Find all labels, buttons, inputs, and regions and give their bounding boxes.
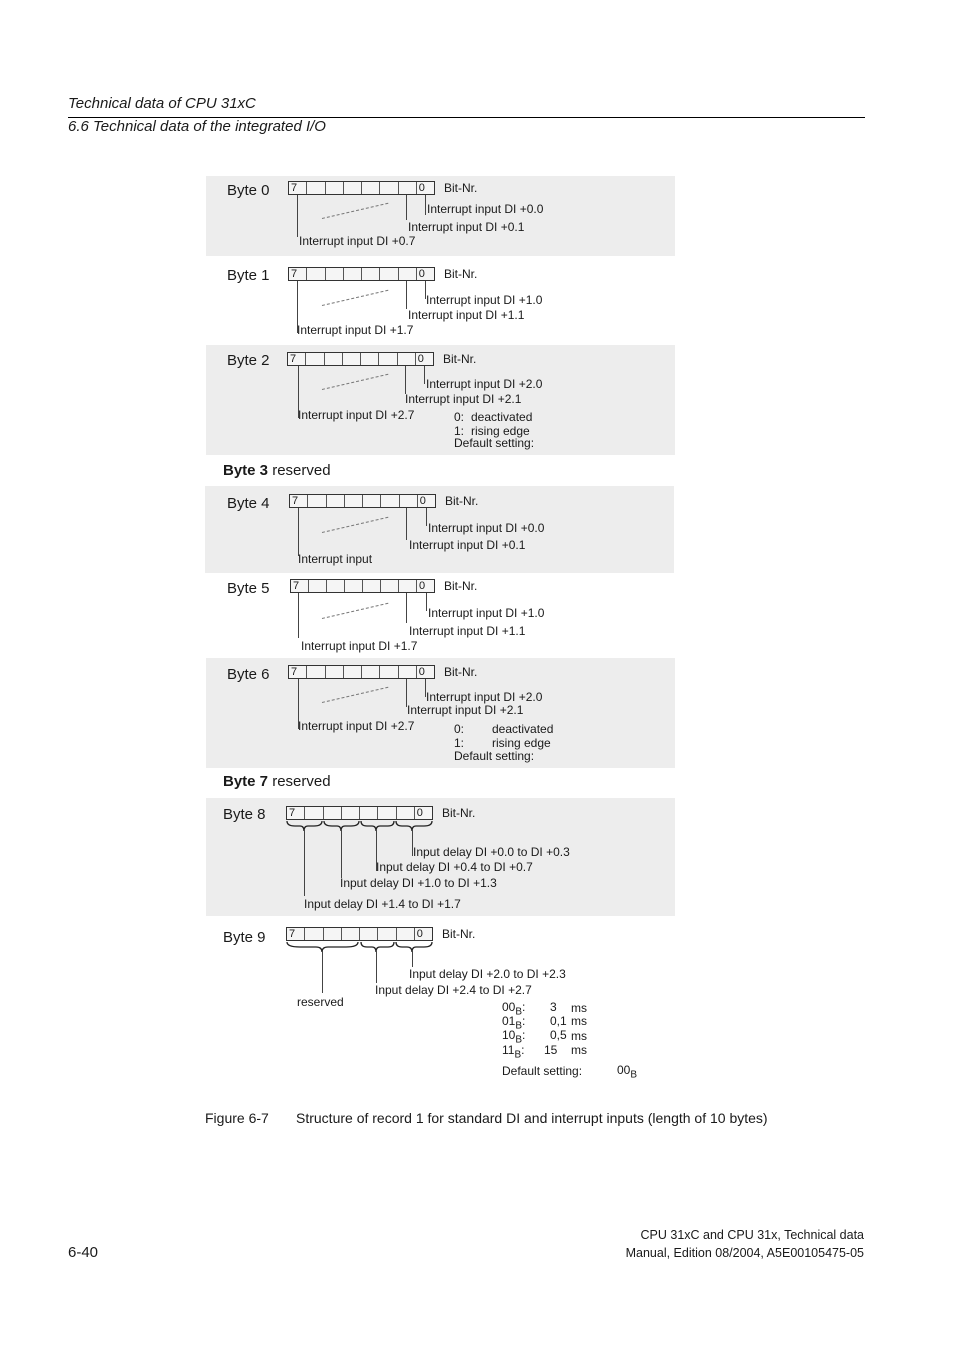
byte6-opt1-text: rising edge: [492, 736, 551, 750]
byte6-l2: Interrupt input DI +2.1: [407, 703, 524, 717]
byte9-label: Byte 9: [223, 929, 266, 946]
byte4-l3: Interrupt input: [298, 552, 373, 566]
byte9-register: 7 0: [286, 927, 433, 941]
byte6-opt0: 0:: [454, 722, 465, 736]
byte5-l1: Interrupt input DI +1.0: [428, 606, 545, 620]
byte2-opt1-text: rising edge: [471, 424, 530, 438]
byte9-opt3-code: $11_B$:: [502, 1043, 525, 1061]
byte2-l3: Interrupt input DI +2.7: [298, 408, 415, 422]
byte5-bitnr: Bit-Nr.: [444, 579, 478, 593]
byte8-register: 7 0: [286, 806, 433, 820]
byte6-register: 7 0: [288, 665, 435, 679]
byte4-l1: Interrupt input DI +0.0: [428, 521, 545, 535]
byte8-label: Byte 8: [223, 806, 266, 823]
footer-line2: Manual, Edition 08/2004, A5E00105475-05: [625, 1246, 864, 1260]
byte4-bitnr: Bit-Nr.: [445, 494, 479, 508]
byte0-label: Byte 0: [227, 182, 270, 199]
byte3-reserved: Byte 3 reserved: [223, 462, 331, 479]
byte5-label: Byte 5: [227, 580, 270, 597]
byte9-bitnr: Bit-Nr.: [442, 927, 476, 941]
byte2-opt0: 0:: [454, 410, 465, 424]
byte7-reserved: Byte 7 reserved: [223, 773, 331, 790]
footer-line1: CPU 31xC and CPU 31x, Technical data: [640, 1228, 864, 1242]
byte9-opt0-val: 3: [550, 1000, 557, 1014]
header-title: Technical data of CPU 31xC: [68, 95, 256, 112]
byte5-l2: Interrupt input DI +1.1: [409, 624, 526, 638]
byte1-l1: Interrupt input DI +1.0: [426, 293, 543, 307]
byte9-default-value: $00_B$: [617, 1063, 638, 1081]
byte9-opt0-code: $00_B$:: [502, 1000, 526, 1018]
byte0-bitnr: Bit-Nr.: [444, 181, 478, 195]
byte0-l3: Interrupt input DI +0.7: [299, 234, 416, 248]
byte6-label: Byte 6: [227, 666, 270, 683]
byte5-l3: Interrupt input DI +1.7: [301, 639, 418, 653]
byte2-register: 7 0: [287, 352, 434, 366]
figure-caption: Structure of record 1 for standard DI and interrupt inputs (length of 10 bytes): [296, 1110, 768, 1126]
byte2-label: Byte 2: [227, 352, 270, 369]
byte9-l1: Input delay DI +2.0 to DI +2.3: [409, 967, 566, 981]
page-number: 6-40: [68, 1244, 99, 1261]
byte6-opt0-text: deactivated: [492, 722, 554, 736]
byte1-l2: Interrupt input DI +1.1: [408, 308, 525, 322]
byte6-l3: Interrupt input DI +2.7: [298, 719, 415, 733]
byte9-opt1-code: $01_B$:: [502, 1014, 526, 1032]
byte2-default: Default setting:: [454, 436, 535, 450]
byte2-bitnr: Bit-Nr.: [443, 352, 477, 366]
byte9-opt3-val: 15: [544, 1043, 558, 1057]
byte4-l2: Interrupt input DI +0.1: [409, 538, 526, 552]
byte1-register: 7 0: [288, 267, 435, 281]
byte8-l1: Input delay DI +0.0 to DI +0.3: [413, 845, 570, 859]
byte0-l2: Interrupt input DI +0.1: [408, 220, 525, 234]
byte9-opt3-unit: ms: [571, 1043, 587, 1057]
byte1-l3: Interrupt input DI +1.7: [297, 323, 414, 337]
byte9-opt2-val: 0,5: [550, 1028, 567, 1042]
byte1-label: Byte 1: [227, 267, 270, 284]
byte9-default: Default setting:: [502, 1064, 583, 1078]
byte8-l2: Input delay DI +0.4 to DI +0.7: [376, 860, 533, 874]
byte2-l1: Interrupt input DI +2.0: [426, 377, 543, 391]
byte9-opt0-unit: ms: [571, 1001, 587, 1015]
byte9-opt2-code: $10_B$:: [502, 1028, 526, 1046]
byte8-l3: Input delay DI +1.0 to DI +1.3: [340, 876, 497, 890]
figure-number: Figure 6-7: [205, 1110, 269, 1126]
byte6-l1: Interrupt input DI +2.0: [426, 690, 543, 704]
byte2-l2: Interrupt input DI +2.1: [405, 392, 522, 406]
byte9-l2: Input delay DI +2.4 to DI +2.7: [375, 983, 532, 997]
byte6-default: Default setting:: [454, 749, 535, 763]
byte4-label: Byte 4: [227, 495, 270, 512]
byte5-register: 7 0: [290, 579, 435, 593]
byte9-opt1-val: 0,1: [550, 1014, 567, 1028]
byte0-panel: [206, 176, 675, 256]
byte0-l1: Interrupt input DI +0.0: [427, 202, 544, 216]
byte2-opt0-text: deactivated: [471, 410, 533, 424]
byte0-register: 7 0: [288, 181, 435, 195]
byte6-opt1: 1:: [454, 736, 465, 750]
byte9-opt1-unit: ms: [571, 1014, 587, 1028]
byte6-bitnr: Bit-Nr.: [444, 665, 478, 679]
header-subtitle: 6.6 Technical data of the integrated I/O: [68, 118, 326, 135]
byte8-bitnr: Bit-Nr.: [442, 806, 476, 820]
byte4-register: 7 0: [289, 494, 436, 508]
byte9-l3: reserved: [297, 995, 344, 1009]
byte2-opt1: 1:: [454, 424, 465, 438]
byte9-opt2-unit: ms: [571, 1029, 587, 1043]
byte1-bitnr: Bit-Nr.: [444, 267, 478, 281]
byte8-l4: Input delay DI +1.4 to DI +1.7: [304, 897, 461, 911]
